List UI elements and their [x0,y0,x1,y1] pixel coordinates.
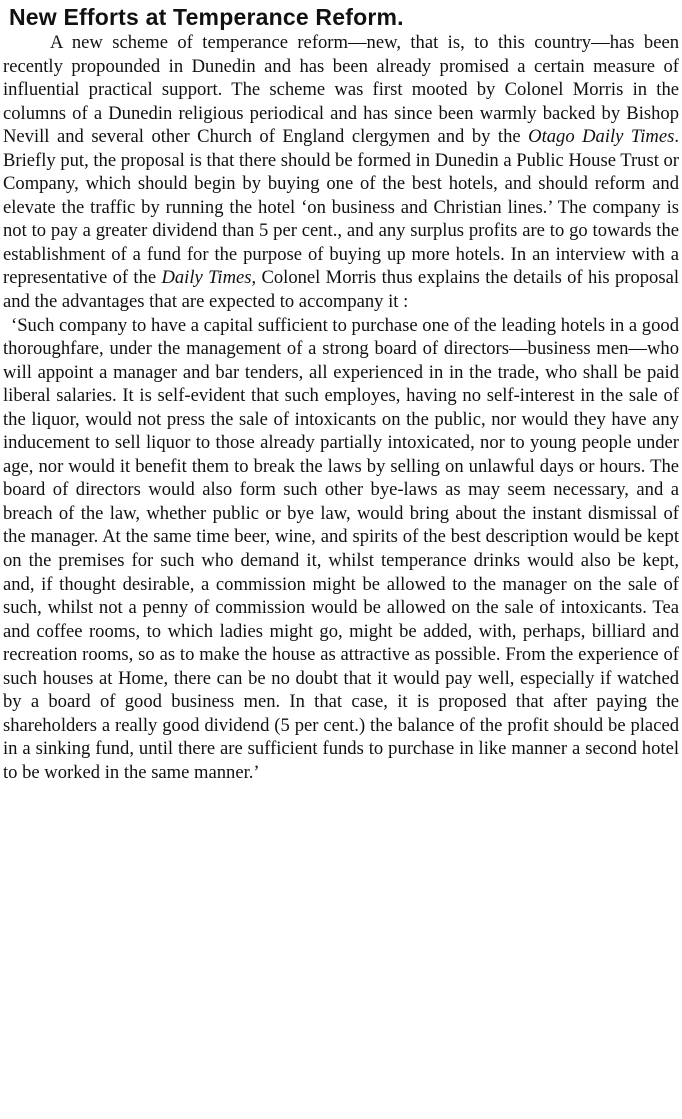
article-body [3,31,679,785]
article-headline: New Efforts at Temperance Reform. [9,4,404,30]
intro-text-part-1: A new scheme of temperance reform—new, that is, to this country—has been recently propounded in Dunedin and has been already promised a certain measure of influential practical support. The scheme was first mooted by Colonel Morris in the columns of a Dunedin religious periodical and has since been warmly backed by Bishop Nevill and several other Church of England clergymen and by the [3,32,679,148]
newspaper-title-otago-daily-times: Otago Daily Times [528,126,675,148]
article [3,0,679,785]
intro-text-part-2: . Briefly put, the proposal is that there should be formed in Dunedin a Public House Trust or Company, which should begin by buying one of the best hotels, and should reform and elevate the traffic by running the hotel ‘on business and Christian lines.’ The company is not to pay a greater dividend than 5 per cent., and any surplus profits are to go towards the establishment of a fund for the purpose of buying up more hotels. In an interview with a representative of the [3,126,680,289]
newspaper-title-daily-times: Daily Times [161,267,252,289]
intro-text-part-3: , Colonel Morris thus explains the details of his proposal and the advantages that are expected to accompany it : [3,267,680,313]
paragraph-quotation: ‘Such company to have a capital sufficient to purchase one of the leading hotels in a good thoroughfare, under the management of a strong board of directors—business men—who will appoint a manager and bar tenders, all experienced in in the trade, who shall be paid liberal salaries. It is self-evident that such employes, having no self-interest in the sale of the liquor, would not press the sale of intoxicants on the public, nor would they have any inducement to sell liquor to those already partially intoxicated, nor to young people under age, nor would it benefit them to break the laws by selling on unlawful days or hours. The board of directors would also form such other bye-laws as may seem necessary, and a breach of the law, whether public or bye law, would bring about the instant dismissal of the manager. At the same time beer, wine, and spirits of the best description would be kept on the premises for such who demand it, whilst temperance drinks would also be kept, and, if thought desirable, a commission might be allowed to the manager on the sale of such, whilst not a penny of commission would be allowed on the sale of intoxicants. Tea and coffee rooms, to which ladies might go, might be added, with, perhaps, billiard and recreation rooms, so as to make the house as attractive as possible. From the experience of such houses at Home, there can be no doubt that it would pay well, especially if watched by a board of good business men. In that case, it is proposed that after paying the shareholders a really good dividend (5 per cent.) the balance of the profit should be placed in a sinking fund, until there are sufficient funds to purchase in like manner a second hotel to be worked in the same manner.’ [3,314,679,783]
paragraph-intro [3,31,679,314]
